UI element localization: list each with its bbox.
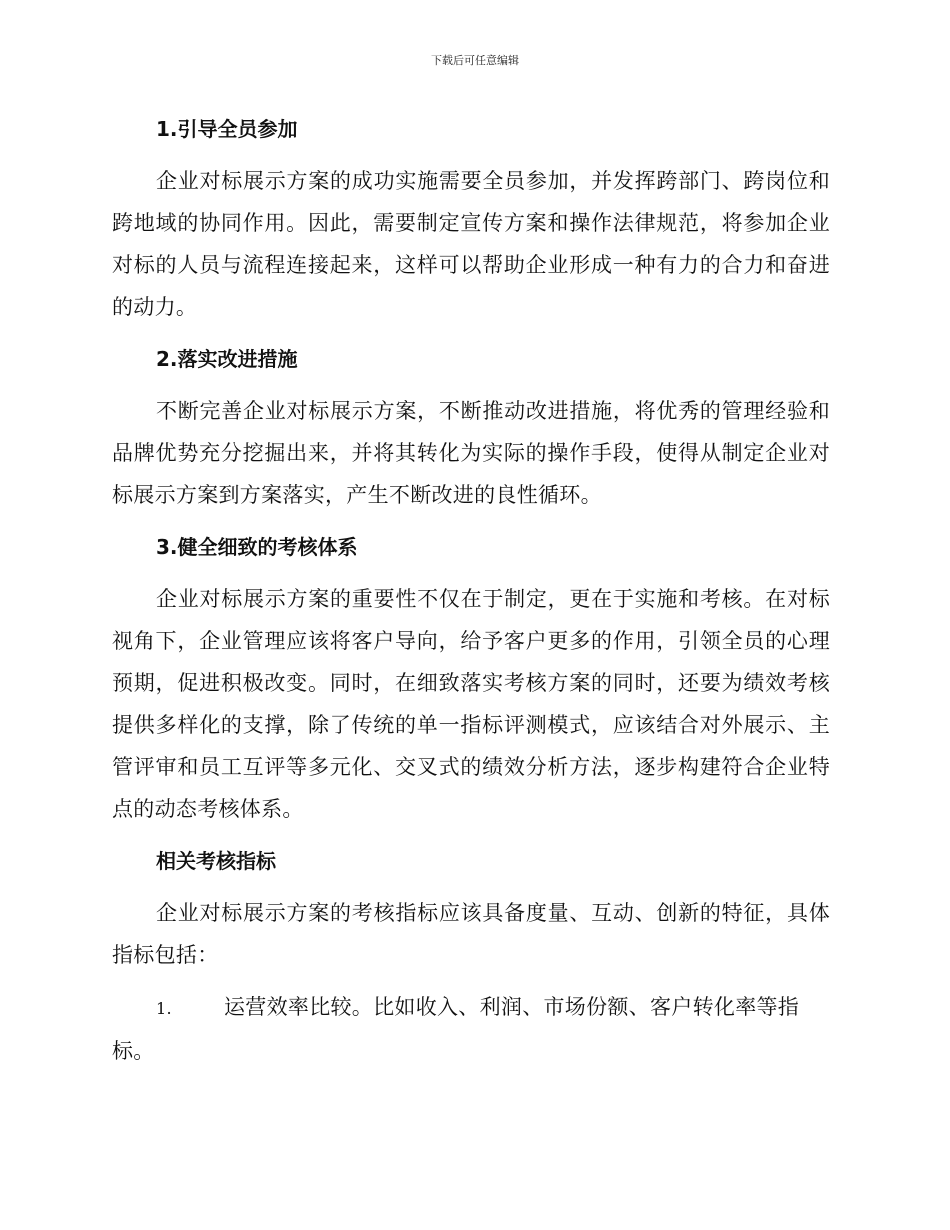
list-item-number: 1.	[156, 999, 172, 1018]
section-paragraph: 企业对标展示方案的成功实施需要全员参加，并发挥跨部门、跨岗位和跨地域的协同作用。因此，需要制定宣传方案和操作法律规范，将参加企业对标的人员与流程连接起来，这样可以帮助企业形成一种有力的合力和奋进的动力。	[112, 169, 830, 319]
page-header: 下载后可任意编辑	[431, 54, 519, 67]
section-heading: 3.健全细致的考核体系	[156, 535, 358, 559]
section-heading: 1.引导全员参加	[156, 117, 298, 141]
section-heading: 相关考核指标	[156, 849, 276, 873]
section-paragraph: 企业对标展示方案的考核指标应该具备度量、互动、创新的特征，具体指标包括：	[112, 901, 830, 967]
document-body	[112, 108, 830, 1072]
section-paragraph: 企业对标展示方案的重要性不仅在于制定，更在于实施和考核。在对标视角下，企业管理应该将客户导向，给予客户更多的作用，引领全员的心理预期，促进积极改变。同时，在细致落实考核方案的同时，还要为绩效考核提供多样化的支撑，除了传统的单一指标评测模式，应该结合对外展示、主管评审和员工互评等多元化、交叉式的绩效分析方法，逐步构建符合企业特点的动态考核体系。	[112, 587, 830, 821]
list-item-text: 运营效率比较。比如收入、利润、市场份额、客户转化率等指标。	[112, 995, 800, 1063]
section-heading: 2.落实改进措施	[156, 347, 298, 371]
list-item	[112, 986, 830, 1072]
section-paragraph: 不断完善企业对标展示方案，不断推动改进措施，将优秀的管理经验和品牌优势充分挖掘出来，并将其转化为实际的操作手段，使得从制定企业对标展示方案到方案落实，产生不断改进的良性循环。	[112, 399, 830, 507]
